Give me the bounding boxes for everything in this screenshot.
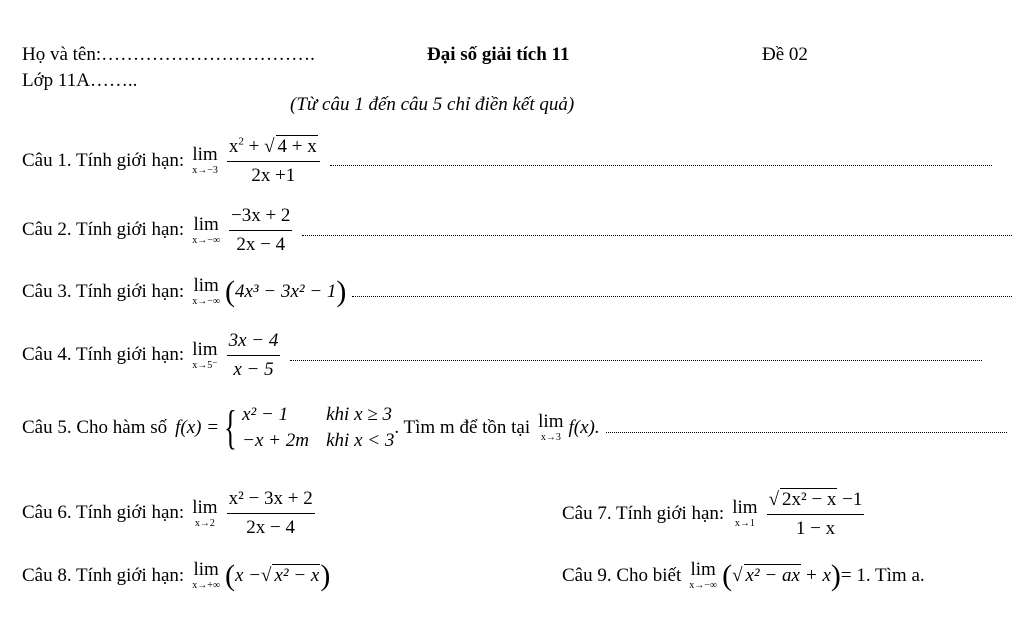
answer-line[interactable] xyxy=(290,360,982,361)
page-title: Đại số giải tích 11 xyxy=(427,44,570,65)
fraction: $\frac{\text{√ 2x² − x −1}}{1 - x}$ xyxy=(768,489,863,539)
limit-operator: lim x→−3 xyxy=(192,144,218,177)
question-7 xyxy=(562,488,868,540)
question-2-label: Câu 2. Tính giới hạn: xyxy=(22,219,185,241)
question-4-label: Câu 4. Tính giới hạn: xyxy=(22,344,185,366)
question-4 xyxy=(22,330,982,381)
question-9-ask: . Tìm a. xyxy=(865,564,925,586)
name-field-label: Họ và tên:……………………………. xyxy=(22,44,315,65)
limit-operator: lim x→−∞ xyxy=(192,275,220,307)
function-call: f(x). xyxy=(568,416,600,438)
answer-line[interactable] xyxy=(330,165,992,166)
question-5-label: Câu 5. Cho hàm số xyxy=(22,416,168,438)
limit-operator: lim x→−∞ xyxy=(689,559,718,591)
question-8: Câu 8. Tính giới hạn: lim x→+∞ ( x − √ x² − x ) xyxy=(22,558,331,592)
answer-line[interactable] xyxy=(352,296,1012,297)
radicand: x² − x xyxy=(274,565,320,586)
equals-value: = 1 xyxy=(840,564,866,586)
limit-operator: lim x→2 xyxy=(192,496,218,529)
question-2 xyxy=(22,205,1012,256)
expression: x − xyxy=(235,564,262,586)
function-name: f(x) = xyxy=(175,416,220,438)
expression: + x xyxy=(804,564,831,586)
limit-operator: lim x→+∞ xyxy=(192,559,220,591)
question-9-label: Câu 9. Cho biết xyxy=(562,564,682,586)
limit-operator: lim x→5⁻ xyxy=(192,338,218,371)
question-5-text: . Tìm m để tồn tại xyxy=(394,416,531,438)
question-8-label: Câu 8. Tính giới hạn: xyxy=(22,564,185,586)
question-1-label: Câu 1. Tính giới hạn: xyxy=(22,149,185,171)
expression: 4x³ − 3x² − 1 xyxy=(235,280,337,302)
fraction: $\frac{-3x + 2}{2x - 4}$ xyxy=(231,205,291,255)
question-6 xyxy=(22,488,319,539)
limit-operator: lim x→3 xyxy=(538,411,564,444)
limit-operator: lim x→1 xyxy=(732,497,758,530)
answer-line[interactable] xyxy=(606,432,1007,433)
question-6-label: Câu 6. Tính giới hạn: xyxy=(22,502,185,524)
limit-operator: lim x→−∞ xyxy=(192,213,220,246)
exam-code: Đề 02 xyxy=(762,44,808,65)
piecewise-cases: x² − 1 khi x ≥ 3 −x + 2m khi x < 3 xyxy=(242,404,395,451)
fraction: $\frac{x^2 + √ 4 + x}{2x +1}$ xyxy=(227,135,320,187)
instruction-text: (Từ câu 1 đến câu 5 chỉ điền kết quả) xyxy=(290,94,575,115)
question-9: Câu 9. Cho biết lim x→−∞ ( √ x² − ax + x ) = 1 . Tìm a. xyxy=(562,558,925,592)
question-7-label: Câu 7. Tính giới hạn: xyxy=(562,502,725,524)
question-5: Câu 5. Cho hàm số f(x) = { x² − 1 khi x ≥ 3 −x + 2m khi x < 3 . Tìm m để tồn tại lim x→3 f(x). xyxy=(22,402,1007,453)
answer-line[interactable] xyxy=(302,235,1012,236)
question-3: Câu 3. Tính giới hạn: lim x→−∞ ( 4x³ − 3x² − 1 ) xyxy=(22,276,1012,307)
question-3-label: Câu 3. Tính giới hạn: xyxy=(22,280,185,302)
class-field-label: Lớp 11A…….. xyxy=(22,70,138,91)
radicand: x² − ax xyxy=(745,565,800,586)
question-1 xyxy=(22,135,992,187)
fraction: $\frac{\text{x² − 3x + 2}}{2x - 4}$ xyxy=(228,488,313,538)
fraction: $\frac{3x - 4}{x - 5}$ xyxy=(228,330,279,380)
